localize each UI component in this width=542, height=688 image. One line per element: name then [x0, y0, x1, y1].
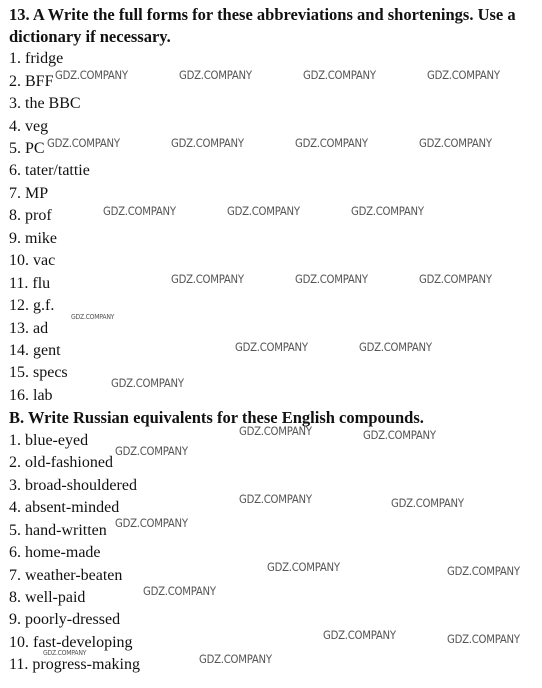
watermark: GDZ.COMPANY — [235, 340, 308, 354]
section-a-item: 9. mike — [9, 230, 57, 247]
section-a-item: 10. vac — [9, 252, 56, 269]
watermark: GDZ.COMPANY — [447, 564, 520, 578]
section-a-item: 12. g.f. — [9, 297, 55, 314]
section-b-item: 2. old-fashioned — [9, 454, 113, 471]
watermark: GDZ.COMPANY — [143, 584, 216, 598]
watermark: GDZ.COMPANY — [199, 652, 272, 666]
section-a-item: 16. lab — [9, 387, 53, 404]
watermark: GDZ.COMPANY — [111, 376, 184, 390]
section-b-item: 5. hand-written — [9, 522, 107, 539]
section-a-item: 3. the BBC — [9, 95, 81, 112]
watermark: GDZ.COMPANY — [267, 560, 340, 574]
watermark: GDZ.COMPANY — [227, 204, 300, 218]
section-a-item: 4. veg — [9, 118, 49, 135]
section-a-item: 11. flu — [9, 275, 51, 292]
section-a-item: 6. tater/tattie — [9, 162, 90, 179]
watermark: GDZ.COMPANY — [47, 136, 120, 150]
watermark: GDZ.COMPANY — [239, 424, 312, 438]
section-b-item: 7. weather-beaten — [9, 567, 123, 584]
section-a-item: 7. MP — [9, 185, 49, 202]
watermark: GDZ.COMPANY — [351, 204, 424, 218]
section-b-item: 9. poorly-dressed — [9, 611, 121, 628]
section-b-item: 6. home-made — [9, 544, 101, 561]
watermark: GDZ.COMPANY — [239, 492, 312, 506]
watermark: GDZ.COMPANY — [171, 136, 244, 150]
watermark: GDZ.COMPANY — [447, 632, 520, 646]
section-b-item: 1. blue-eyed — [9, 432, 89, 449]
watermark: GDZ.COMPANY — [363, 428, 436, 442]
watermark: GDZ.COMPANY — [71, 313, 115, 321]
section-b-item: 8. well-paid — [9, 589, 86, 606]
watermark: GDZ.COMPANY — [295, 272, 368, 286]
section-a-item: 14. gent — [9, 342, 61, 359]
watermark: GDZ.COMPANY — [55, 68, 128, 82]
section-a-item: 5. PC — [9, 140, 45, 157]
section-b-item: 10. fast-developing — [9, 634, 133, 651]
watermark: GDZ.COMPANY — [179, 68, 252, 82]
watermark: GDZ.COMPANY — [115, 444, 188, 458]
section-b-item: 4. absent-minded — [9, 499, 120, 516]
watermark: GDZ.COMPANY — [359, 340, 432, 354]
watermark: GDZ.COMPANY — [419, 272, 492, 286]
section-b-item: 11. progress-making — [9, 656, 140, 673]
watermark: GDZ.COMPANY — [427, 68, 500, 82]
section-a-item: 1. fridge — [9, 50, 64, 67]
watermark: GDZ.COMPANY — [419, 136, 492, 150]
watermark: GDZ.COMPANY — [171, 272, 244, 286]
section-a-item: 2. BFF — [9, 73, 54, 90]
section-a-item: 15. specs — [9, 364, 68, 381]
section-a-item: 8. prof — [9, 207, 52, 224]
watermark: GDZ.COMPANY — [103, 204, 176, 218]
watermark: GDZ.COMPANY — [323, 628, 396, 642]
section-a-heading-line-2: dictionary if necessary. — [9, 27, 171, 46]
section-b-item: 3. broad-shouldered — [9, 477, 137, 494]
watermark: GDZ.COMPANY — [391, 496, 464, 510]
watermark: GDZ.COMPANY — [295, 136, 368, 150]
section-a-item: 13. ad — [9, 320, 49, 337]
section-a-heading-line-1: 13. A Write the full forms for these abbreviations and shortenings. Use a — [9, 5, 516, 24]
watermark: GDZ.COMPANY — [115, 516, 188, 530]
watermark: GDZ.COMPANY — [303, 68, 376, 82]
watermark: GDZ.COMPANY — [43, 649, 87, 657]
section-b-heading: B. Write Russian equivalents for these English compounds. — [9, 408, 424, 427]
